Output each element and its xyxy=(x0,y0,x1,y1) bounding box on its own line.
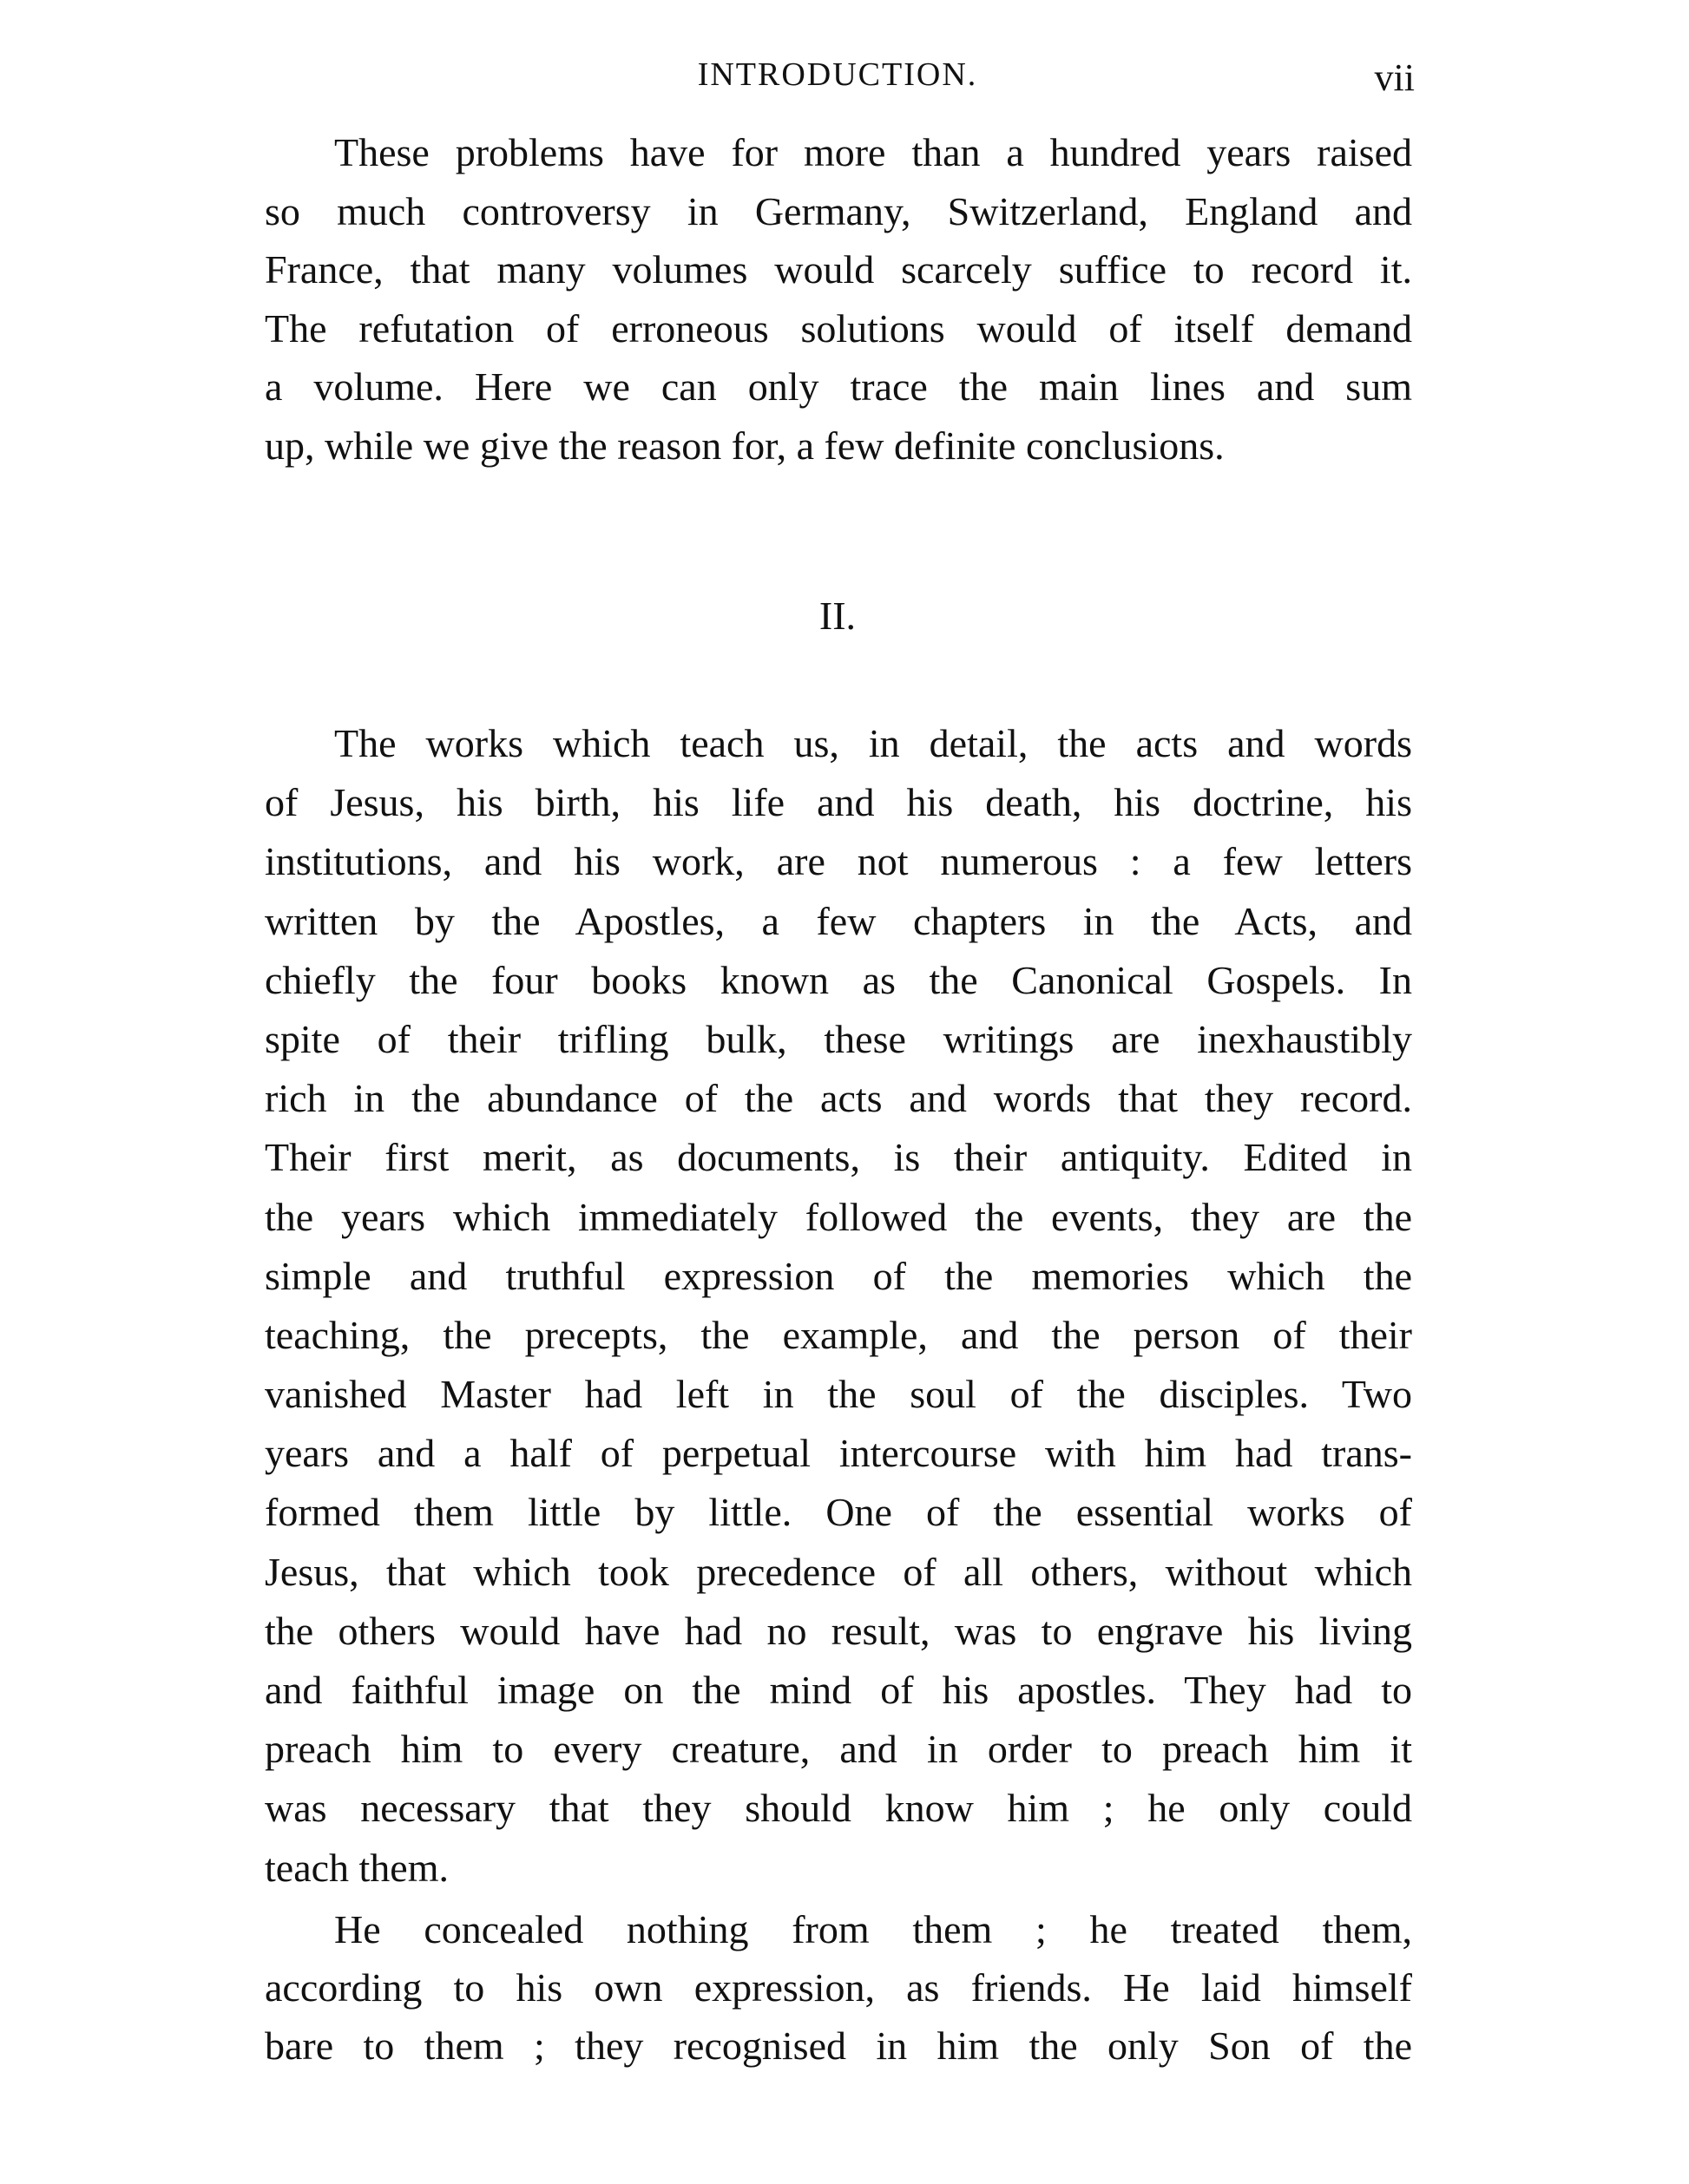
text-line: simple and truthful expression of the memories which the xyxy=(265,1253,1412,1298)
text-line: the years which immediately followed the events, they are the xyxy=(265,1194,1412,1239)
text-line: The works which teach us, in detail, the acts and words xyxy=(334,721,1412,765)
text-line: years and a half of perpetual intercourse with him had trans- xyxy=(265,1431,1412,1476)
text-line: was necessary that they should know him ; he only could xyxy=(265,1786,1412,1831)
text-line: teaching, the precepts, the example, and the person of their xyxy=(265,1312,1412,1357)
text-line: Their first merit, as documents, is their antiquity. Edited in xyxy=(265,1135,1412,1180)
text-line: preach him to every creature, and in order to preach him it xyxy=(265,1727,1412,1772)
text-line: teach them. xyxy=(265,1845,450,1890)
section-heading: II. xyxy=(818,594,857,638)
text-line: formed them little by little. One of the essential works of xyxy=(265,1490,1412,1535)
text-line: written by the Apostles, a few chapters in the Acts, and xyxy=(265,898,1412,943)
text-line: so much controversy in Germany, Switzerland, England and xyxy=(265,188,1412,233)
text-line: These problems have for more than a hundred years raised xyxy=(334,130,1412,174)
text-line: He concealed nothing from them ; he treated them, xyxy=(334,1907,1412,1951)
text-line: vanished Master had left in the soul of the disciples. Two xyxy=(265,1372,1412,1417)
text-line: spite of their trifling bulk, these writings are inexhaustibly xyxy=(265,1016,1412,1061)
paragraph-works xyxy=(265,714,1412,1898)
running-title: INTRODUCTION. xyxy=(697,56,978,93)
text-line: a volume. Here we can only trace the main lines and sum xyxy=(265,364,1412,409)
text-line: rich in the abundance of the acts and words that they record. xyxy=(265,1076,1412,1121)
page-number: vii xyxy=(1374,56,1415,99)
paragraph-concealed xyxy=(265,1900,1412,2075)
running-head xyxy=(260,49,1415,101)
text-line: and faithful image on the mind of his apostles. They had to xyxy=(265,1668,1412,1712)
paragraph-problems xyxy=(265,123,1412,475)
text-line: the others would have had no result, was to engrave his living xyxy=(265,1608,1412,1653)
text-line: chiefly the four books known as the Canonical Gospels. In xyxy=(265,957,1412,1002)
text-line: up, while we give the reason for, a few definite conclusions. xyxy=(265,423,1225,468)
text-line: The refutation of erroneous solutions would of itself demand xyxy=(265,305,1412,351)
text-line: Jesus, that which took precedence of all others, without which xyxy=(265,1549,1412,1594)
text-line: France, that many volumes would scarcely suffice to record it. xyxy=(265,247,1412,292)
text-line: of Jesus, his birth, his life and his death, his doctrine, his xyxy=(265,780,1412,825)
text-line: bare to them ; they recognised in him the only Son of the xyxy=(265,2023,1412,2068)
text-line: according to his own expression, as friends. He laid himself xyxy=(265,1965,1412,2010)
text-line: institutions, and his work, are not numerous : a few letters xyxy=(265,839,1412,884)
